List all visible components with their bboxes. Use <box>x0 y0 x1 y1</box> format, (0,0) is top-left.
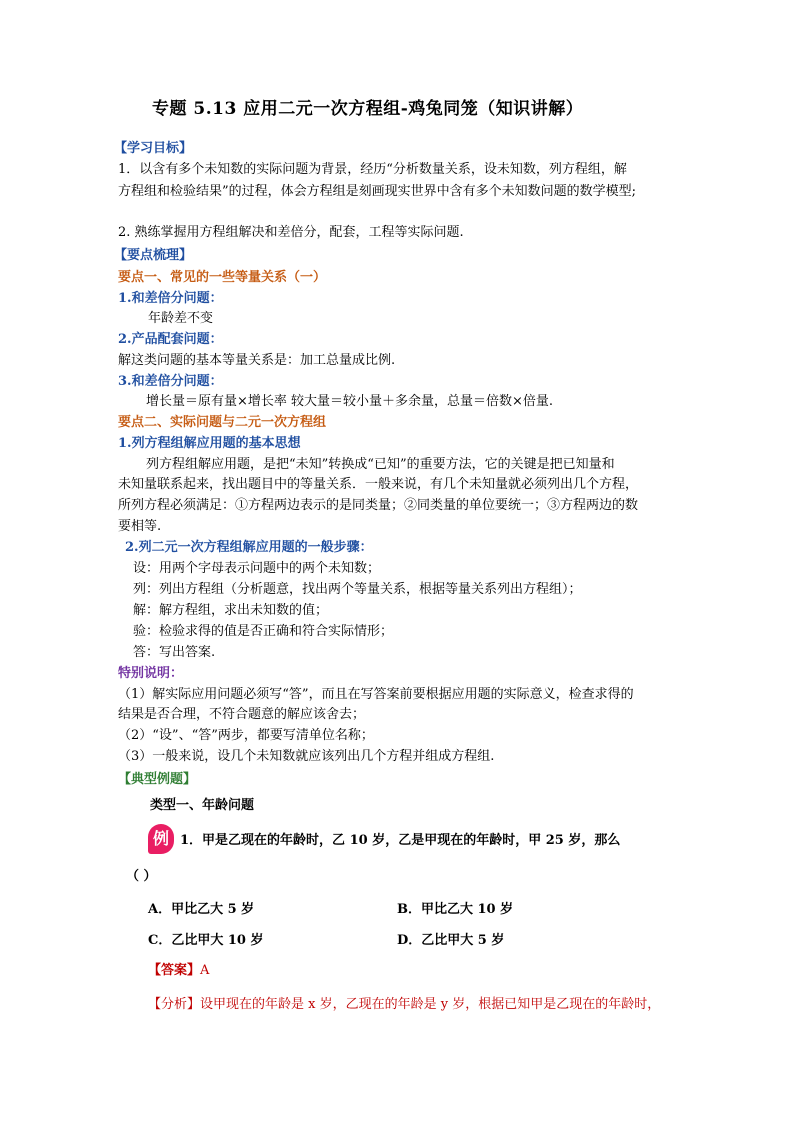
key-points-heading: 【要点梳理】 <box>114 248 193 263</box>
example-badge-icon: 例 <box>148 824 174 854</box>
point1-heading: 要点一、常见的一些等量关系（一） <box>118 270 327 285</box>
p2-2-heading: 2.列二元一次方程组解应用题的一般步骤： <box>125 540 373 555</box>
step-solve: 解：解方程组，求出未知数的值； <box>133 603 329 618</box>
answer-value: A <box>200 963 210 978</box>
note2-text: （2）“设”、“答”两步，都要写清单位名称； <box>118 728 374 743</box>
note3-text: （3）一般来说，设几个未知数就应该列出几个方程并组成方程组. <box>118 749 495 764</box>
p1-3-heading: 3.和差倍分问题： <box>118 374 223 389</box>
p1-3-text: 增长量＝原有量×增长率 较大量＝较小量＋多余量，总量＝倍数×倍量. <box>146 394 554 409</box>
option-b: B．甲比乙大 10 岁 <box>397 902 514 917</box>
analysis-label: 【分析】 <box>148 997 201 1012</box>
note1-line2: 结果是否合理，不符合题意的解应该舍去； <box>118 707 366 722</box>
p2-1-heading: 1.列方程组解应用题的基本思想 <box>118 436 301 451</box>
p2-1-line1: 列方程组解应用题，是把“未知”转换成“已知”的重要方法，它的关键是把已知量和 <box>146 457 615 472</box>
option-a: A．甲比乙大 5 岁 <box>148 902 255 917</box>
p2-1-line3: 所列方程必须满足：①方程两边表示的是同类量；②同类量的单位要统一；③方程两边的数 <box>118 498 639 513</box>
examples-heading: 【典型例题】 <box>118 772 197 787</box>
goal1-line1: 1．以含有多个未知数的实际问题为背景，经历“分析数量关系，设未知数，列方程组，解 <box>118 162 627 177</box>
question1-line1: 1．甲是乙现在的年龄时，乙 10 岁，乙是甲现在的年龄时，甲 25 岁，那么 <box>180 833 621 848</box>
option-d: D．乙比甲大 5 岁 <box>397 933 505 948</box>
p1-1-text: 年龄差不变 <box>148 311 214 326</box>
step-write: 列：列出方程组（分析题意，找出两个等量关系，根据等量关系列出方程组）； <box>133 582 582 597</box>
type1-heading: 类型一、年龄问题 <box>150 798 255 813</box>
goal1-line2: 方程组和检验结果”的过程，体会方程组是刻画现实世界中含有多个未知数问题的数学模型; <box>118 184 637 199</box>
p1-2-text: 解这类问题的基本等量关系是：加工总量成比例. <box>118 353 396 368</box>
study-goal-heading: 【学习目标】 <box>114 141 193 156</box>
analysis-text: 设甲现在的年龄是 x 岁，乙现在的年龄是 y 岁，根据已知甲是乙现在的年龄时， <box>200 997 661 1012</box>
analysis-row <box>148 996 660 1014</box>
goal2-text: 2. 熟练掌握用方程组解决和差倍分，配套，工程等实际问题. <box>118 225 464 240</box>
p1-2-heading: 2.产品配套问题： <box>118 332 223 347</box>
step-set: 设：用两个字母表示问题中的两个未知数； <box>133 561 381 576</box>
question1-line2: （ ） <box>126 869 157 884</box>
step-check: 验：检验求得的值是否正确和符合实际情形； <box>133 624 394 639</box>
special-note-heading: 特别说明： <box>118 666 184 681</box>
p2-1-line2: 未知量联系起来，找出题目中的等量关系．一般来说，有几个未知量就必须列出几个方程， <box>118 477 639 492</box>
note1-line1: （1）解实际应用问题必须写“答”，而且在写答案前要根据应用题的实际意义，检查求得的 <box>118 687 634 702</box>
answer-row <box>148 962 209 980</box>
p2-1-line4: 要相等. <box>118 519 162 534</box>
step-answer: 答：写出答案. <box>133 645 216 660</box>
page-title: 专题 5.13 应用二元一次方程组-鸡兔同笼（知识讲解） <box>152 99 584 119</box>
p1-1-heading: 1.和差倍分问题： <box>118 291 223 306</box>
answer-label: 【答案】 <box>148 963 201 978</box>
point2-heading: 要点二、实际问题与二元一次方程组 <box>118 415 327 430</box>
option-c: C．乙比甲大 10 岁 <box>148 933 264 948</box>
